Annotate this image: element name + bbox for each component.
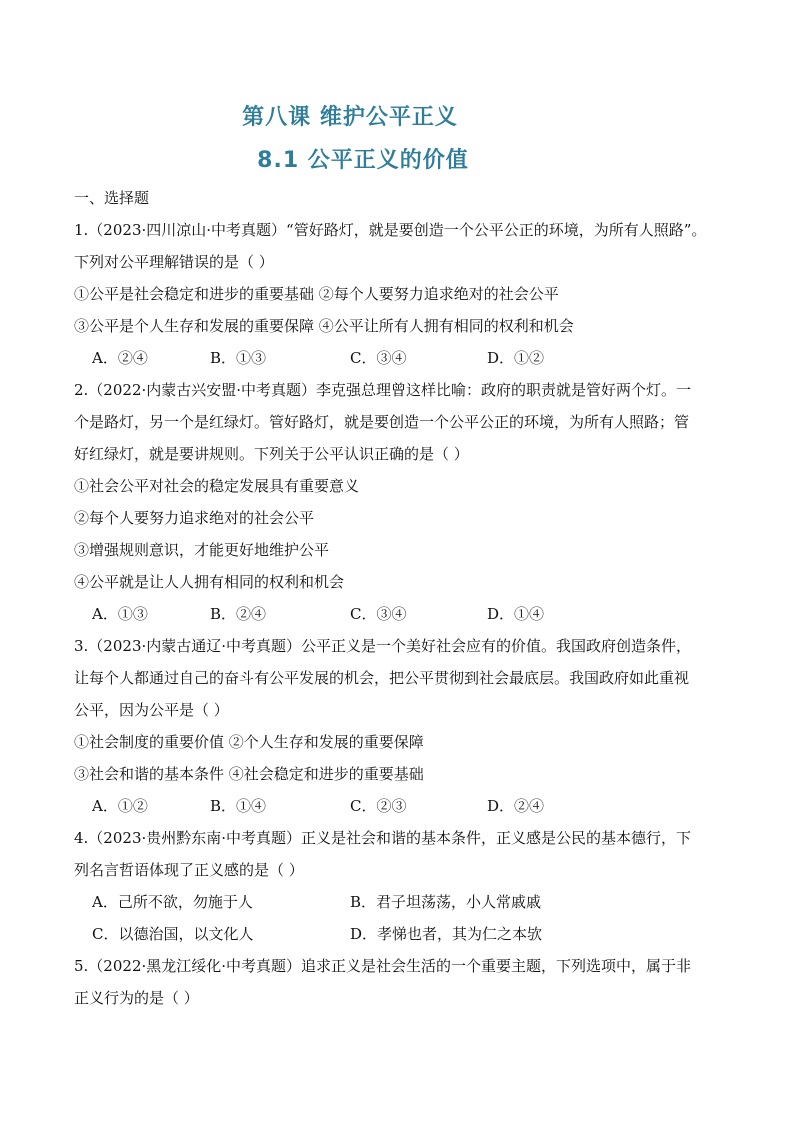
question-4-stem-line: 列名言哲语体现了正义感的是（ ） [74, 861, 304, 879]
question-1-option-b[interactable]: B．①③ [210, 349, 267, 367]
question-4-option-b[interactable]: B．君子坦荡荡，小人常戚戚 [350, 893, 542, 911]
question-3-stem-line: 让每个人都通过自己的奋斗有公平发展的机会，把公平贯彻到社会最底层。我国政府如此重视 [74, 669, 690, 687]
question-3-option-b[interactable]: B．①④ [210, 797, 267, 815]
question-1-option-a[interactable]: A．②④ [92, 349, 148, 367]
section-heading: 一、选择题 [74, 189, 150, 207]
question-1-statement: ①公平是社会稳定和进步的重要基础 ②每个人要努力追求绝对的社会公平 [74, 285, 559, 303]
question-1-stem-line: 1.（2023·四川凉山·中考真题）“管好路灯，就是要创造一个公平公正的环境，为所有人照路”。 [74, 221, 707, 239]
question-2-option-b[interactable]: B．②④ [210, 605, 267, 623]
question-2-stem-line: 个是路灯，另一个是红绿灯。管好路灯，就是要创造一个公平公正的环境，为所有人照路；管 [74, 413, 690, 431]
question-2-option-c[interactable]: C．③④ [350, 605, 407, 623]
question-2-statement: ②每个人要努力追求绝对的社会公平 [74, 509, 315, 527]
question-1-stem-line: 下列对公平理解错误的是（ ） [74, 253, 274, 271]
question-4-stem-line: 4.（2023·贵州黔东南·中考真题）正义是社会和谐的基本条件，正义感是公民的基本德行，下 [74, 829, 692, 847]
question-5-stem-line: 5.（2022·黑龙江绥化·中考真题）追求正义是社会生活的一个重要主题，下列选项中，属于非 [74, 957, 692, 975]
question-2-statement: ③增强规则意识，才能更好地维护公平 [74, 541, 330, 559]
question-1-option-c[interactable]: C．③④ [350, 349, 407, 367]
question-3-statement: ③社会和谐的基本条件 ④社会稳定和进步的重要基础 [74, 765, 424, 783]
question-4-option-d[interactable]: D．孝悌也者，其为仁之本欤 [350, 925, 543, 943]
question-2-option-d[interactable]: D．①④ [487, 605, 545, 623]
question-2-statement: ④公平就是让人人拥有相同的权利和机会 [74, 573, 345, 591]
question-2-stem-line: 好红绿灯，就是要讲规则。下列关于公平认识正确的是（ ） [74, 445, 469, 463]
question-2-stem-line: 2.（2022·内蒙古兴安盟·中考真题）李克强总理曾这样比喻：政府的职责就是管好两个灯。一 [74, 381, 692, 399]
question-4-option-c[interactable]: C．以德治国，以文化人 [92, 925, 254, 943]
question-3-option-c[interactable]: C．②③ [350, 797, 407, 815]
question-1-statement: ③公平是个人生存和发展的重要保障 ④公平让所有人拥有相同的权利和机会 [74, 317, 574, 335]
question-3-option-d[interactable]: D．②④ [487, 797, 545, 815]
question-3-option-a[interactable]: A．①② [92, 797, 148, 815]
question-1-option-d[interactable]: D．①② [487, 349, 545, 367]
question-3-stem-line: 3.（2023·内蒙古通辽·中考真题）公平正义是一个美好社会应有的价值。我国政府创造条件， [74, 637, 692, 655]
question-2-option-a[interactable]: A．①③ [92, 605, 148, 623]
question-5-stem-line: 正义行为的是（ ） [74, 989, 199, 1007]
page-subtitle: 8.1 公平正义的价值 [257, 148, 469, 173]
question-3-stem-line: 公平，因为公平是（ ） [74, 701, 229, 719]
question-4-option-a[interactable]: A．己所不欲，勿施于人 [92, 893, 253, 911]
question-2-statement: ①社会公平对社会的稳定发展具有重要意义 [74, 477, 360, 495]
question-3-statement: ①社会制度的重要价值 ②个人生存和发展的重要保障 [74, 733, 424, 751]
page-title: 第八课 维护公平正义 [242, 105, 458, 130]
